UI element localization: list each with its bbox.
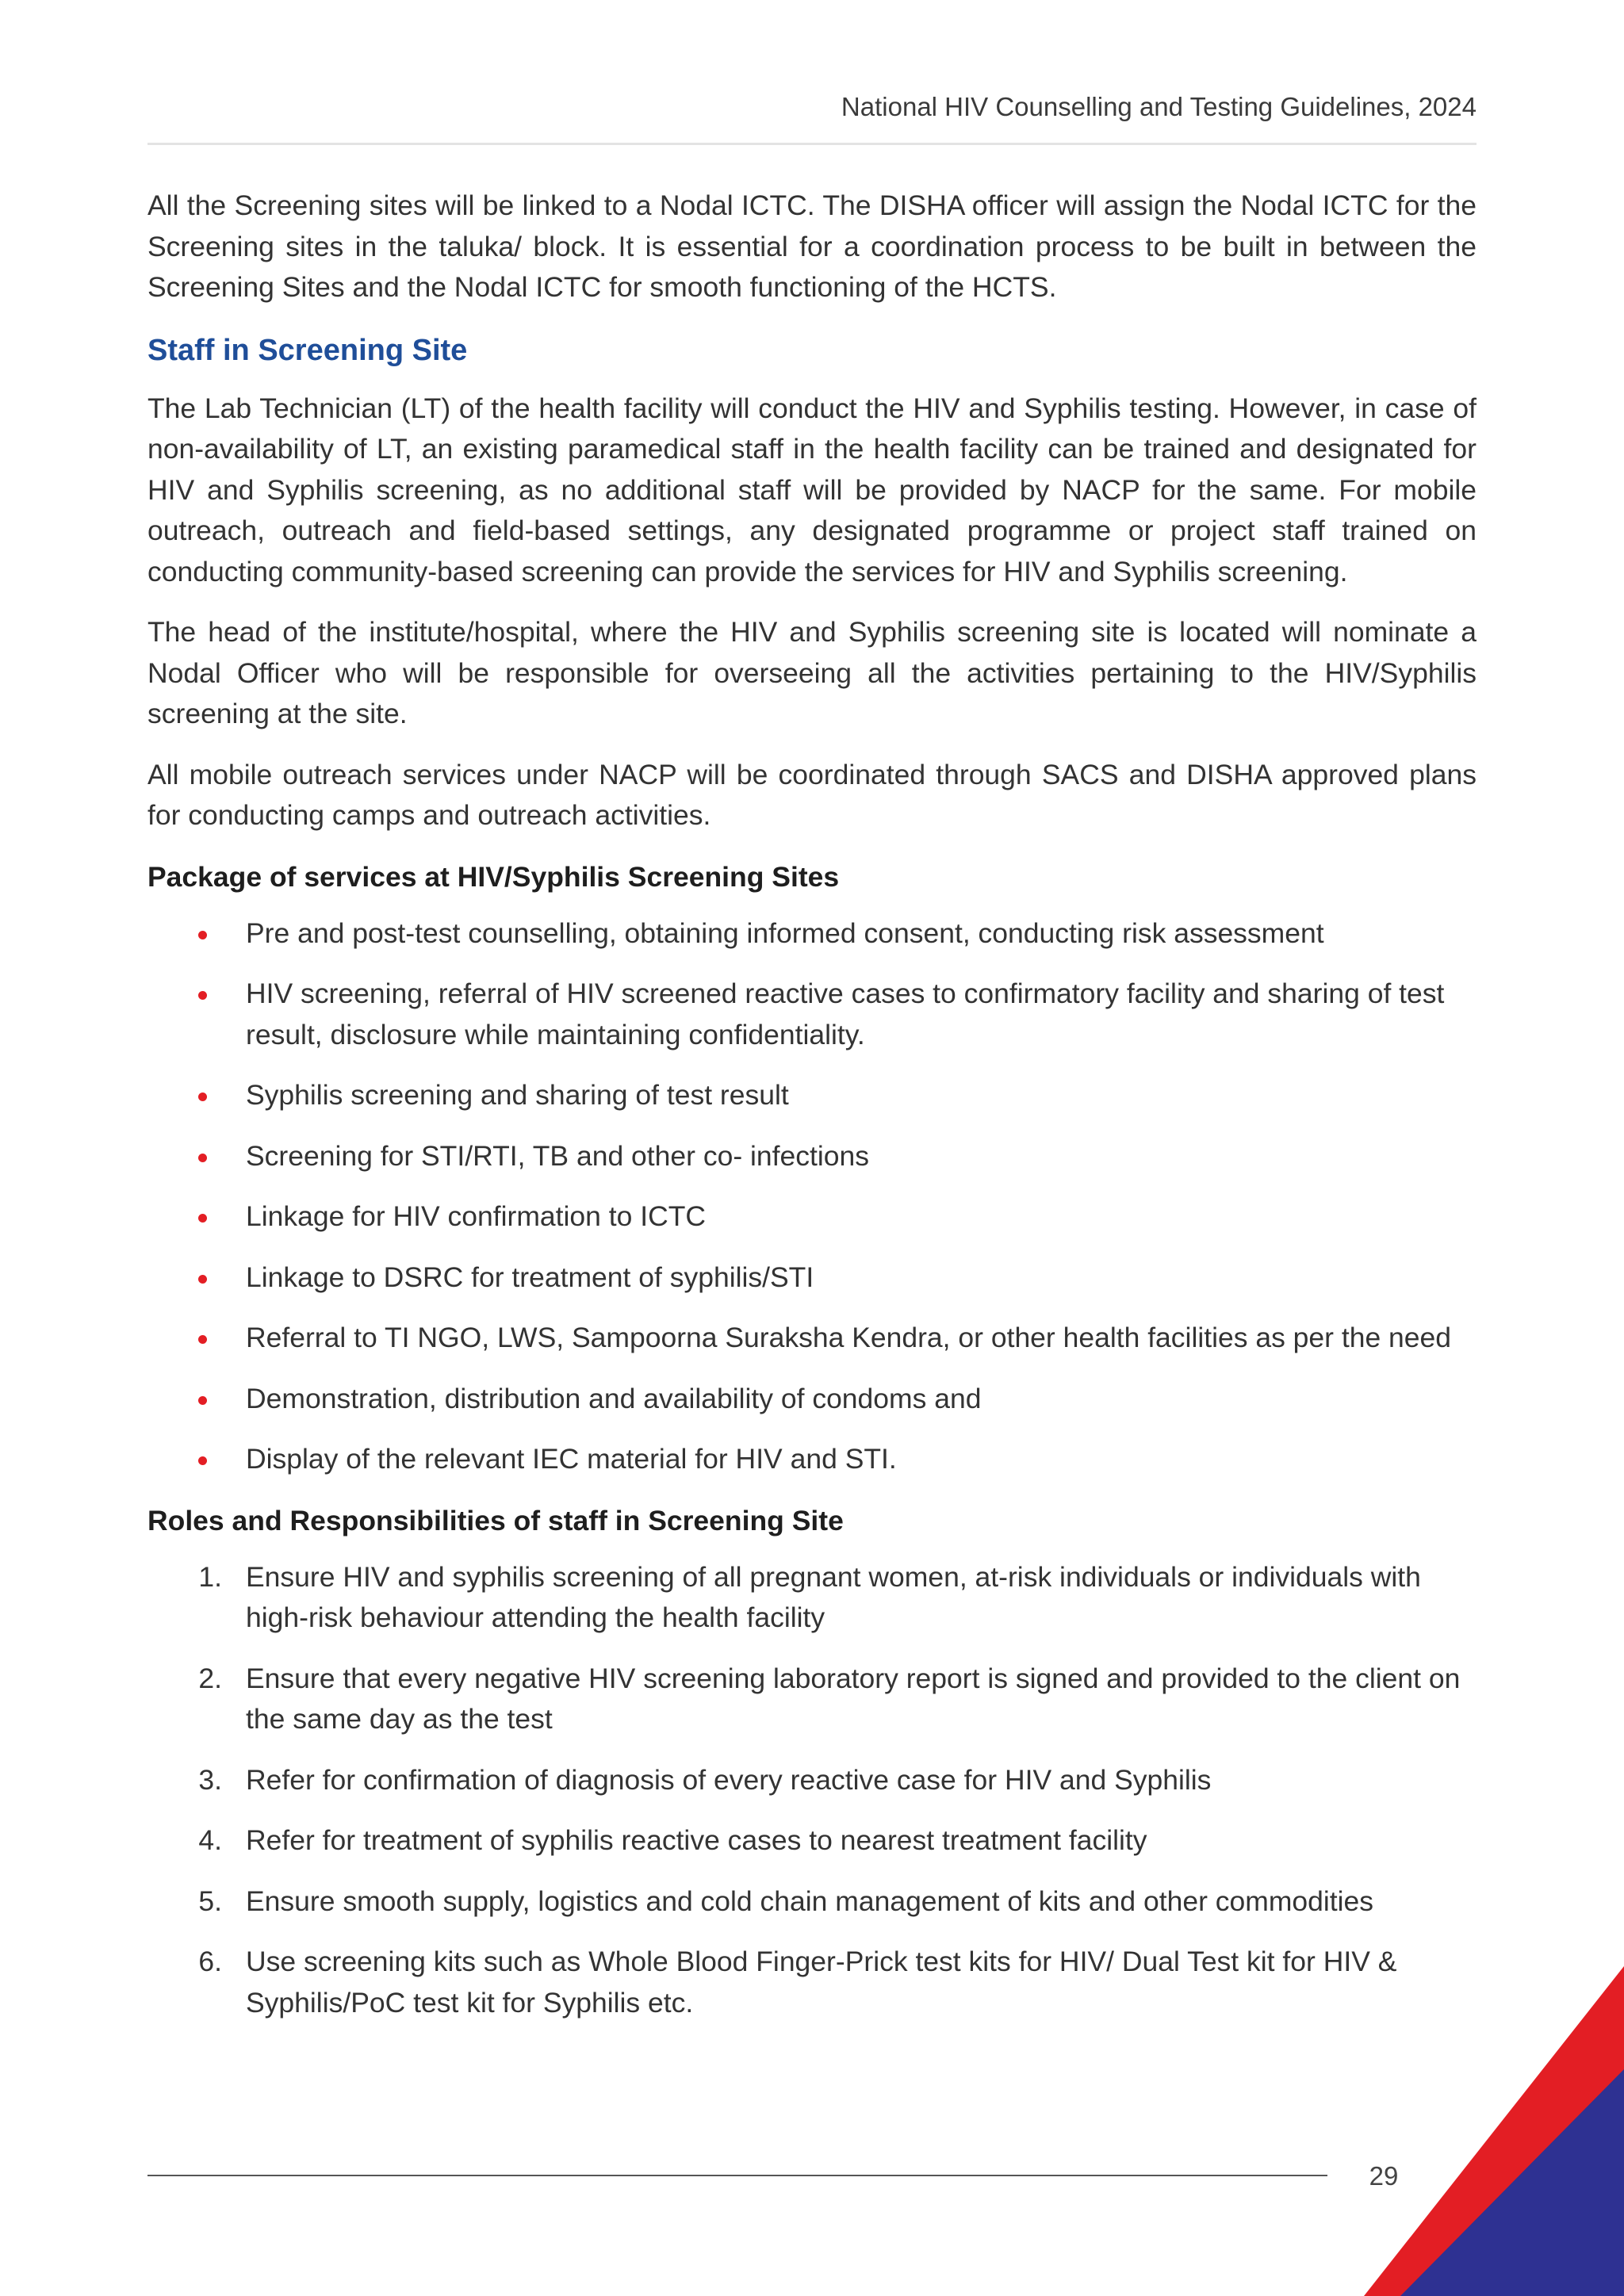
list-number: 6.: [198, 1946, 222, 1977]
roles-list: [147, 1557, 1477, 2024]
page-content: [147, 186, 1477, 2043]
list-number: 3.: [198, 1763, 222, 1796]
running-header-title: National HIV Counselling and Testing Guidelines, 2024: [841, 92, 1477, 121]
package-services-list: [147, 913, 1477, 1480]
package-list-item: Linkage to DSRC for treatment of syphilis/STI: [147, 1257, 1477, 1299]
staff-section-heading: Staff in Screening Site: [147, 333, 468, 367]
package-list-item: Syphilis screening and sharing of test result: [147, 1075, 1477, 1116]
roles-item-text: Ensure that every negative HIV screening laboratory report is signed and provided to the client on the same day as the test: [246, 1662, 1461, 1735]
page-number: 29: [1369, 2161, 1399, 2191]
roles-list-item: [147, 1881, 1477, 1923]
corner-decoration: [1348, 1950, 1624, 2296]
roles-section-heading: Roles and Responsibilities of staff in Screening Site: [147, 1504, 844, 1536]
roles-list-item: [147, 1942, 1477, 2023]
roles-item-text: Use screening kits such as Whole Blood Finger-Prick test kits for HIV/ Dual Test kit for HIV & Syphilis/PoC test kit for Syphilis etc.: [246, 1946, 1397, 2019]
package-list-item: Referral to TI NGO, LWS, Sampoorna Suraksha Kendra, or other health facilities as per the need: [147, 1318, 1477, 1359]
roles-list-item: [147, 1760, 1477, 1801]
package-list-item: HIV screening, referral of HIV screened reactive cases to confirmatory facility and sharing of test result, disclosure while maintaining confidentiality.: [147, 974, 1477, 1055]
intro-paragraph: All the Screening sites will be linked to a Nodal ICTC. The DISHA officer will assign the Nodal ICTC for the Screening sites in the taluka/ block. It is essential for a coordination process to be built in between the Screening Sites and the Nodal ICTC for smooth functioning of the HCTS.: [147, 189, 1477, 303]
list-number: 2.: [198, 1662, 222, 1694]
package-list-item: Display of the relevant IEC material for HIV and STI.: [147, 1439, 1477, 1480]
staff-paragraph: The Lab Technician (LT) of the health facility will conduct the HIV and Syphilis testing. However, in case of non-availability of LT, an existing paramedical staff in the health facility can be trained and designated for HIV and Syphilis screening, as no additional staff will be provided by NACP for the same. For mobile outreach, outreach and field-based settings, any designated programme or project staff trained on conducting community-based screening can provide the services for HIV and Syphilis screening.: [147, 392, 1477, 587]
roles-item-text: Refer for treatment of syphilis reactive cases to nearest treatment facility: [246, 1824, 1147, 1856]
list-number: 1.: [198, 1560, 222, 1593]
package-list-item: Screening for STI/RTI, TB and other co- infections: [147, 1136, 1477, 1177]
list-number: 5.: [198, 1885, 222, 1917]
roles-item-text: Refer for confirmation of diagnosis of every reactive case for HIV and Syphilis: [246, 1763, 1212, 1796]
roles-list-item: [147, 1557, 1477, 1639]
package-list-item: Demonstration, distribution and availability of condoms and: [147, 1379, 1477, 1420]
footer-divider: [147, 2175, 1327, 2176]
staff-paragraph: The head of the institute/hospital, where the HIV and Syphilis screening site is located will nominate a Nodal Officer who will be responsible for overseeing all the activities pertaining to the HIV/Syphilis screening at the site.: [147, 616, 1477, 729]
package-section-heading: Package of services at HIV/Syphilis Screening Sites: [147, 860, 840, 893]
staff-paragraph: All mobile outreach services under NACP will be coordinated through SACS and DISHA approved plans for conducting camps and outreach activities.: [147, 758, 1477, 831]
package-list-item: Pre and post-test counselling, obtaining informed consent, conducting risk assessment: [147, 913, 1477, 955]
package-list-item: Linkage for HIV confirmation to ICTC: [147, 1196, 1477, 1238]
list-number: 4.: [198, 1824, 222, 1856]
roles-list-item: [147, 1820, 1477, 1862]
roles-item-text: Ensure HIV and syphilis screening of all pregnant women, at-risk individuals or individuals with high-risk behaviour attending the health facility: [246, 1560, 1421, 1633]
roles-list-item: [147, 1659, 1477, 1740]
roles-item-text: Ensure smooth supply, logistics and cold chain management of kits and other commodities: [246, 1885, 1374, 1917]
header-divider: [147, 143, 1477, 145]
